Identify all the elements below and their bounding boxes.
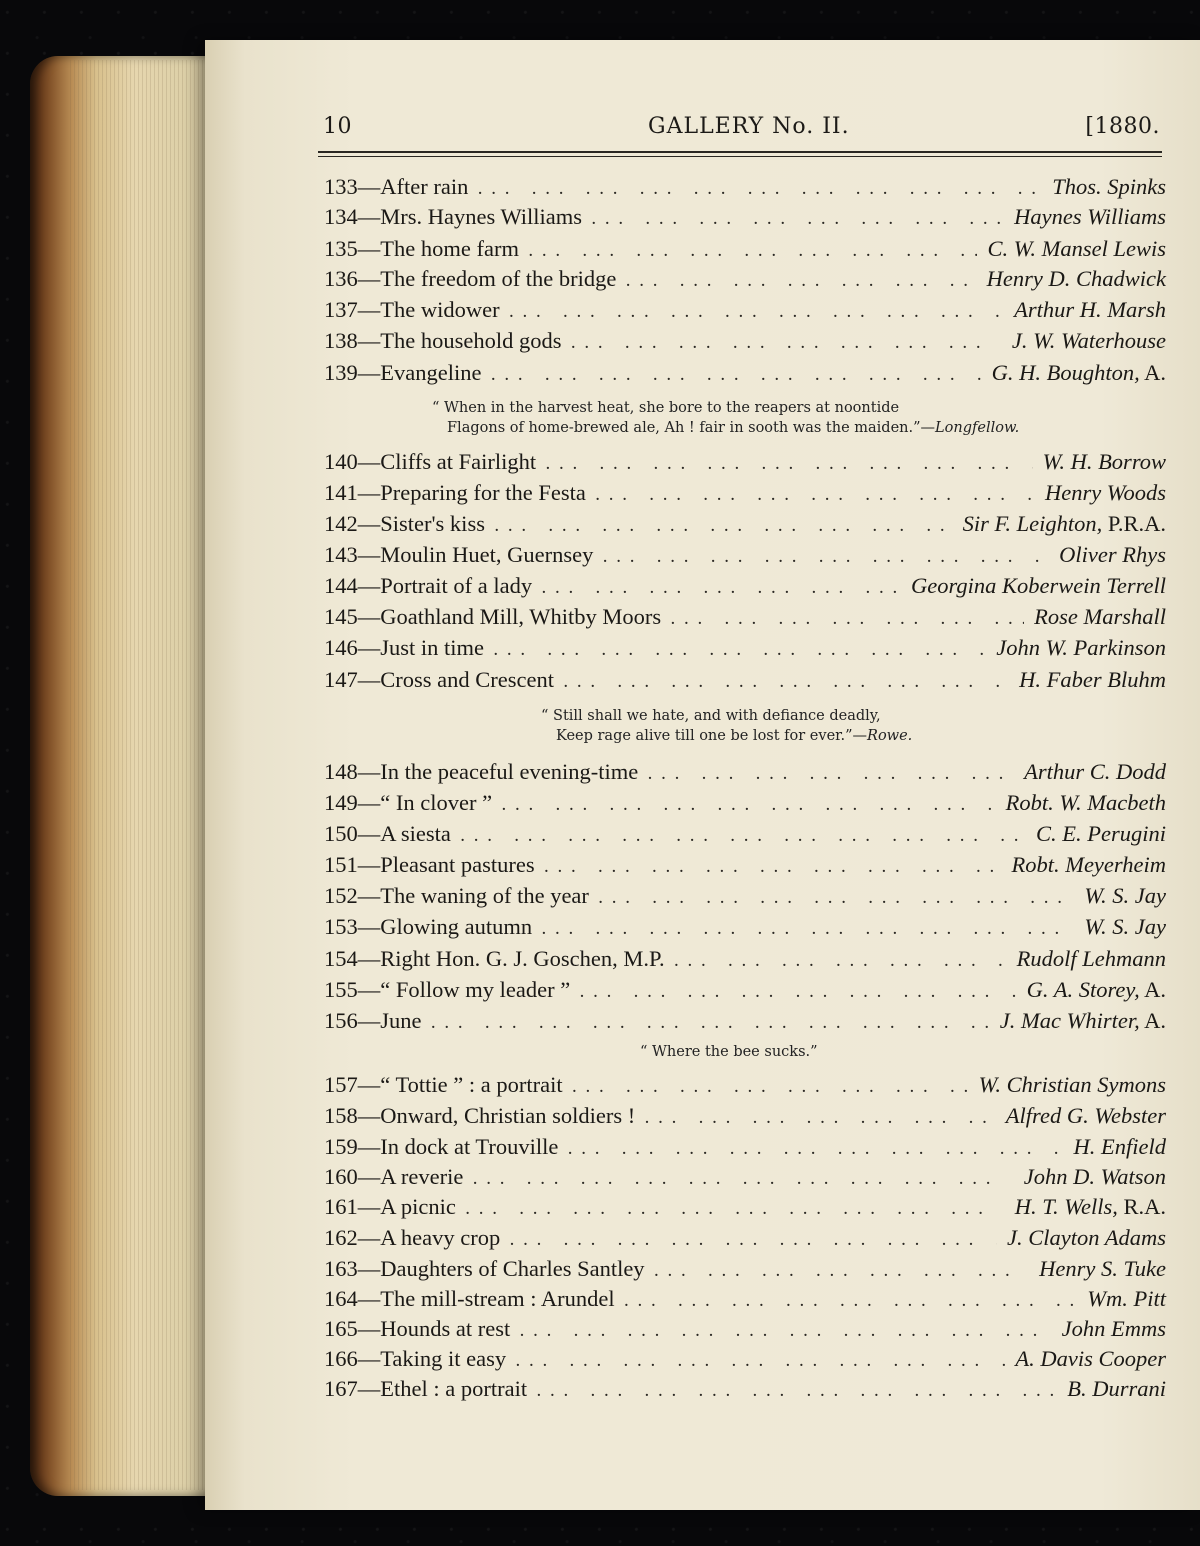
- artist-name: C. W. Mansel Lewis: [987, 236, 1166, 261]
- leader-dots: [580, 986, 1016, 1002]
- leader-dots: [494, 644, 986, 660]
- entry-title: The household gods: [380, 328, 562, 353]
- entry-number: 144: [324, 573, 358, 598]
- entry-artist: [1084, 883, 1166, 909]
- entry-artist: [1087, 1286, 1166, 1312]
- catalogue-entry: [324, 1376, 1166, 1406]
- entry-dash: —: [357, 759, 381, 784]
- artist-name: Henry D. Chadwick: [986, 266, 1166, 291]
- catalogue-entry: [324, 1008, 1166, 1038]
- entry-title: Just in time: [380, 635, 485, 660]
- entry-dash: —: [357, 914, 381, 939]
- entry-title: Taking it easy: [380, 1346, 507, 1371]
- entry-dash: —: [357, 1072, 381, 1097]
- leader-dots: [596, 489, 1035, 505]
- entry-dash: —: [357, 542, 381, 567]
- catalogue-entry: [324, 1225, 1166, 1255]
- leader-dots: [542, 923, 1074, 939]
- entry-number: 163: [324, 1256, 358, 1281]
- artist-name: B. Durrani: [1067, 1376, 1166, 1401]
- leader-dots: [655, 1265, 1030, 1281]
- entry-number: 146: [324, 635, 358, 660]
- entry-title: “ Follow my leader ”: [380, 977, 571, 1002]
- catalogue-entry: [324, 511, 1166, 541]
- entry-number: 155: [324, 977, 358, 1002]
- catalogue-entry: [324, 204, 1166, 234]
- leader-dots: [432, 1017, 990, 1033]
- catalogue-entry: [324, 542, 1166, 572]
- entry-number: 157: [324, 1072, 358, 1097]
- artist-name: Wm. Pitt: [1087, 1286, 1166, 1311]
- entry-title: Cross and Crescent: [380, 667, 554, 692]
- entry-title: Ethel : a portrait: [380, 1376, 528, 1401]
- catalogue-entry: [324, 635, 1166, 665]
- entry-artist: [1074, 1134, 1166, 1160]
- catalogue-entry: [324, 883, 1166, 913]
- artist-name: H. Faber Bluhm: [1019, 667, 1166, 692]
- entry-artist: [1059, 542, 1166, 568]
- leader-dots: [520, 1325, 1051, 1341]
- entry-number: 135: [324, 236, 358, 261]
- entry-title: The home farm: [380, 236, 519, 261]
- entry-title: Daughters of Charles Santley: [380, 1256, 645, 1281]
- entry-title: “ Tottie ” : a portrait: [380, 1072, 563, 1097]
- catalogue-entry: [324, 604, 1166, 634]
- entry-artist: [1039, 1256, 1166, 1282]
- leader-dots: [466, 1203, 1005, 1219]
- entry-artist: [1014, 204, 1166, 230]
- artist-name: Alfred G. Webster: [1005, 1103, 1166, 1128]
- leader-dots: [529, 245, 977, 261]
- entry-dash: —: [357, 1376, 381, 1401]
- artist-name: J. W. Waterhouse: [1011, 328, 1166, 353]
- entry-artist: [1015, 1346, 1166, 1372]
- leader-dots: [510, 306, 1005, 322]
- artist-name: C. E. Perugini: [1036, 821, 1166, 846]
- artist-honorific: A.: [1139, 1008, 1166, 1033]
- quote-attribution: Longfellow.: [935, 420, 1020, 436]
- entry-number: 156: [324, 1008, 358, 1033]
- catalogue-entry: [324, 946, 1166, 976]
- entry-number: 141: [324, 480, 358, 505]
- entry-dash: —: [357, 1164, 381, 1189]
- entry-number: 152: [324, 883, 358, 908]
- leader-dots: [648, 768, 1014, 784]
- entry-number: 142: [324, 511, 358, 536]
- entry-title: A siesta: [380, 821, 451, 846]
- leader-dots: [473, 1173, 1013, 1189]
- catalogue-entry: [324, 174, 1166, 204]
- quote-line: Flagons of home-brewed ale, Ah ! fair in sooth was the maiden.”—Longfellow.: [447, 420, 1020, 436]
- entry-number: 149: [324, 790, 358, 815]
- catalogue-entry: [324, 573, 1166, 603]
- entry-title: Portrait of a lady: [380, 573, 533, 598]
- entry-dash: —: [357, 236, 381, 261]
- entry-dash: —: [357, 360, 381, 385]
- entry-title: After rain: [380, 174, 469, 199]
- entry-dash: —: [357, 449, 381, 474]
- entry-title: Pleasant pastures: [380, 852, 535, 877]
- catalogue-entry: [324, 1346, 1166, 1376]
- leader-dots: [625, 1295, 1078, 1311]
- leader-dots: [537, 1385, 1057, 1401]
- entry-artist: [1011, 852, 1166, 878]
- artist-name: G. A. Storey,: [1026, 977, 1140, 1002]
- leader-dots: [671, 613, 1024, 629]
- entry-artist: [1014, 297, 1166, 323]
- catalogue-entry: [324, 328, 1166, 358]
- entry-dash: —: [357, 635, 381, 660]
- artist-name: Haynes Williams: [1014, 204, 1166, 229]
- entry-number: 167: [324, 1376, 358, 1401]
- artist-honorific: A.: [1139, 360, 1166, 385]
- page-stack: [70, 60, 220, 1490]
- artist-name: Robt. W. Macbeth: [1005, 790, 1166, 815]
- entry-dash: —: [357, 1346, 381, 1371]
- entry-title: In the peaceful evening-time: [380, 759, 639, 784]
- leader-dots: [592, 213, 1004, 229]
- entry-artist: [1024, 759, 1166, 785]
- entry-title: A heavy crop: [380, 1225, 501, 1250]
- entry-artist: [1062, 1316, 1166, 1342]
- entry-dash: —: [357, 852, 381, 877]
- catalogue-entry: [324, 1316, 1166, 1346]
- leader-dots: [571, 337, 1001, 353]
- leader-dots: [545, 861, 1002, 877]
- artist-name: W. S. Jay: [1084, 883, 1166, 908]
- leader-dots: [510, 1234, 997, 1250]
- catalogue-entry: [324, 449, 1166, 479]
- header-rule-thin: [318, 156, 1162, 157]
- entry-artist: [1012, 328, 1166, 354]
- quote-line: “ Still shall we hate, and with defiance deadly,: [541, 708, 881, 724]
- artist-name: J. Clayton Adams: [1007, 1225, 1166, 1250]
- leader-dots: [516, 1355, 1005, 1371]
- artist-name: H. Enfield: [1073, 1134, 1166, 1159]
- entry-number: 159: [324, 1134, 358, 1159]
- catalogue-entry: [324, 1194, 1166, 1224]
- artist-name: Thos. Spinks: [1052, 174, 1166, 199]
- entry-dash: —: [357, 883, 381, 908]
- entry-title: In dock at Trouville: [380, 1134, 559, 1159]
- entry-artist: [911, 573, 1166, 599]
- quote-line: “ Where the bee sucks.”: [640, 1044, 818, 1060]
- catalogue-entry: [324, 977, 1166, 1007]
- artist-name: John D. Watson: [1023, 1164, 1166, 1189]
- artist-name: Arthur H. Marsh: [1014, 297, 1166, 322]
- page-number: 10: [323, 114, 352, 139]
- entry-number: 138: [324, 328, 358, 353]
- entry-number: 162: [324, 1225, 358, 1250]
- entry-dash: —: [357, 174, 381, 199]
- catalogue-entry: [324, 667, 1166, 697]
- catalogue-entry: [324, 360, 1166, 390]
- entry-dash: —: [357, 977, 381, 1002]
- entry-dash: —: [357, 204, 381, 229]
- entry-number: 164: [324, 1286, 358, 1311]
- artist-name: J. Mac Whirter,: [999, 1008, 1140, 1033]
- artist-name: Sir F. Leighton,: [962, 511, 1103, 536]
- entry-number: 140: [324, 449, 358, 474]
- catalogue-entry: [324, 1072, 1166, 1102]
- catalogue-entry: [324, 480, 1166, 510]
- entry-dash: —: [357, 1008, 381, 1033]
- entry-artist: [1006, 1103, 1166, 1129]
- entry-artist: [1019, 667, 1166, 693]
- catalogue-entry: [324, 914, 1166, 944]
- catalogue-entry: [324, 852, 1166, 882]
- entry-number: 139: [324, 360, 358, 385]
- catalogue-entry: [324, 759, 1166, 789]
- entry-dash: —: [357, 1256, 381, 1281]
- leader-dots: [564, 676, 1009, 692]
- entry-title: June: [380, 1008, 422, 1033]
- entry-artist: [992, 360, 1166, 386]
- entry-number: 145: [324, 604, 358, 629]
- leader-dots: [478, 183, 1042, 199]
- leader-dots: [502, 799, 996, 815]
- entry-number: 153: [324, 914, 358, 939]
- entry-artist: [1034, 604, 1166, 630]
- entry-dash: —: [357, 604, 381, 629]
- entry-artist: [1052, 174, 1166, 200]
- catalogue-entry: [324, 297, 1166, 327]
- entry-number: 154: [324, 946, 358, 971]
- artist-name: A. Davis Cooper: [1015, 1346, 1166, 1371]
- entry-artist: [1017, 946, 1166, 972]
- artist-name: Robt. Meyerheim: [1011, 852, 1166, 877]
- artist-honorific: A.: [1139, 977, 1166, 1002]
- artist-name: Rose Marshall: [1034, 604, 1166, 629]
- artist-name: Arthur C. Dodd: [1024, 759, 1166, 784]
- entry-number: 137: [324, 297, 358, 322]
- entry-number: 166: [324, 1346, 358, 1371]
- catalogue-entry: [324, 1286, 1166, 1316]
- entry-artist: [1045, 480, 1166, 506]
- entry-title: Sister's kiss: [380, 511, 485, 536]
- quote-line: Keep rage alive till one be lost for ever.”—Rowe.: [556, 728, 913, 744]
- artist-name: John W. Parkinson: [996, 635, 1166, 660]
- entry-artist: [996, 635, 1166, 661]
- entry-artist: [987, 266, 1166, 292]
- running-head: [0, 114, 1200, 144]
- entry-artist: [1015, 1194, 1166, 1220]
- artist-honorific: R.A.: [1117, 1194, 1166, 1219]
- entry-number: 147: [324, 667, 358, 692]
- entry-dash: —: [357, 821, 381, 846]
- catalogue-entry: [324, 790, 1166, 820]
- entry-artist: [1000, 1008, 1166, 1034]
- entry-dash: —: [357, 667, 381, 692]
- artist-name: G. H. Boughton,: [991, 360, 1140, 385]
- header-rule: [318, 151, 1162, 153]
- entry-dash: —: [357, 1286, 381, 1311]
- entry-number: 151: [324, 852, 358, 877]
- catalogue-entry: [324, 236, 1166, 266]
- entry-artist: [1036, 821, 1166, 847]
- entry-title: A picnic: [380, 1194, 456, 1219]
- entry-number: 134: [324, 204, 358, 229]
- entry-dash: —: [357, 266, 381, 291]
- entry-artist: [1024, 1164, 1166, 1190]
- artist-name: H. T. Wells,: [1014, 1194, 1118, 1219]
- entry-number: 148: [324, 759, 358, 784]
- entry-dash: —: [357, 511, 381, 536]
- entry-title: Right Hon. G. J. Goschen, M.P.: [380, 946, 665, 971]
- entry-dash: —: [357, 1134, 381, 1159]
- catalogue-entry: [324, 821, 1166, 851]
- gallery-title: GALLERY No. II.: [648, 114, 850, 139]
- entry-number: 165: [324, 1316, 358, 1341]
- artist-name: Henry S. Tuke: [1039, 1256, 1166, 1281]
- quote-attribution: Rowe.: [867, 728, 913, 744]
- entry-dash: —: [357, 1103, 381, 1128]
- entry-number: 161: [324, 1194, 358, 1219]
- entry-artist: [963, 511, 1166, 537]
- quote-line: “ When in the harvest heat, she bore to the reapers at noontide: [432, 400, 900, 416]
- artist-name: W. S. Jay: [1084, 914, 1166, 939]
- entry-title: Onward, Christian soldiers !: [380, 1103, 636, 1128]
- artist-name: Oliver Rhys: [1059, 542, 1166, 567]
- entry-artist: [1007, 1225, 1166, 1251]
- entry-title: Evangeline: [380, 360, 482, 385]
- leader-dots: [491, 369, 981, 385]
- entry-dash: —: [357, 946, 381, 971]
- entry-title: Hounds at rest: [380, 1316, 511, 1341]
- entry-title: “ In clover ”: [380, 790, 493, 815]
- entry-number: 158: [324, 1103, 358, 1128]
- leader-dots: [603, 551, 1049, 567]
- leader-dots: [495, 520, 953, 536]
- artist-name: W. Christian Symons: [978, 1072, 1166, 1097]
- entry-artist: [1084, 914, 1166, 940]
- leader-dots: [568, 1143, 1063, 1159]
- entry-title: Moulin Huet, Guernsey: [380, 542, 594, 567]
- leader-dots: [599, 892, 1074, 908]
- leader-dots: [546, 458, 1033, 474]
- entry-artist: [987, 236, 1166, 262]
- artist-name: Henry Woods: [1044, 480, 1166, 505]
- leader-dots: [461, 830, 1026, 846]
- entry-dash: —: [357, 1225, 381, 1250]
- artist-honorific: P.R.A.: [1102, 511, 1166, 536]
- artist-name: Rudolf Lehmann: [1016, 946, 1166, 971]
- entry-number: 150: [324, 821, 358, 846]
- leader-dots: [542, 582, 901, 598]
- catalogue-entry: [324, 1256, 1166, 1286]
- entry-dash: —: [357, 480, 381, 505]
- entry-dash: —: [357, 573, 381, 598]
- entry-title: The mill-stream : Arundel: [380, 1286, 615, 1311]
- entry-artist: [1027, 977, 1166, 1003]
- entry-title: The freedom of the bridge: [380, 266, 617, 291]
- catalogue-entry: [324, 266, 1166, 296]
- leader-dots: [573, 1081, 969, 1097]
- entry-artist: [979, 1072, 1166, 1098]
- catalogue-entry: [324, 1164, 1166, 1194]
- entry-artist: [1006, 790, 1166, 816]
- entry-dash: —: [357, 297, 381, 322]
- artist-name: W. H. Borrow: [1042, 449, 1166, 474]
- entry-title: Goathland Mill, Whitby Moors: [380, 604, 662, 629]
- entry-artist: [1043, 449, 1166, 475]
- entry-title: A reverie: [380, 1164, 464, 1189]
- leader-dots: [645, 1112, 996, 1128]
- entry-dash: —: [357, 328, 381, 353]
- artist-name: John Emms: [1061, 1316, 1166, 1341]
- entry-title: Glowing autumn: [380, 914, 533, 939]
- entry-title: The waning of the year: [380, 883, 589, 908]
- entry-title: Cliffs at Fairlight: [380, 449, 537, 474]
- leader-dots: [626, 275, 976, 291]
- leader-dots: [675, 955, 1007, 971]
- entry-number: 133: [324, 174, 358, 199]
- entry-dash: —: [357, 1194, 381, 1219]
- entry-number: 136: [324, 266, 358, 291]
- artist-name: Georgina Koberwein Terrell: [910, 573, 1166, 598]
- entry-dash: —: [357, 790, 381, 815]
- catalogue-year: [1880.: [1085, 114, 1160, 139]
- entry-artist: [1067, 1376, 1166, 1402]
- entry-number: 143: [324, 542, 358, 567]
- entry-title: The widower: [380, 297, 500, 322]
- entry-title: Mrs. Haynes Williams: [380, 204, 583, 229]
- entry-title: Preparing for the Festa: [380, 480, 586, 505]
- catalogue-entry: [324, 1134, 1166, 1164]
- entry-number: 160: [324, 1164, 358, 1189]
- entry-dash: —: [357, 1316, 381, 1341]
- catalogue-entry: [324, 1103, 1166, 1133]
